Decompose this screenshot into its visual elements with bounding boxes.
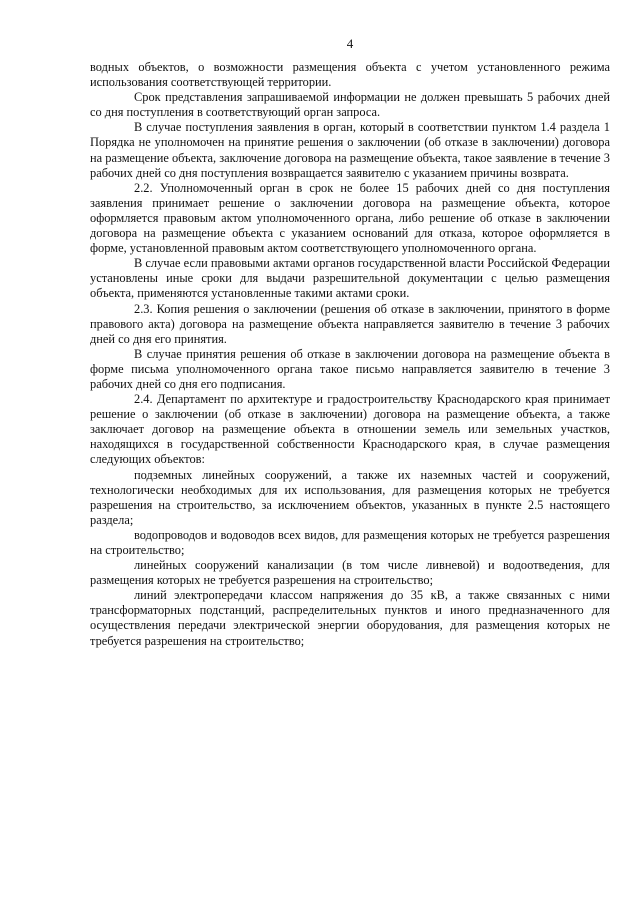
list-item-sewerage: линейных сооружений канализации (в том числе ливневой) и водоотведения, для размещения которых не требуется разрешения на строительство;: [90, 558, 610, 588]
paragraph-return-application: В случае поступления заявления в орган, который в соответствии пунктом 1.4 раздела 1 Порядка не уполномочен на принятие решения о заключении (об отказе в заключении) договора на размещение объекта, заключение договора на размещение объекта, такое заявление в течение 3 рабочих дней со дня поступления возвращается заявителю с указанием причины возврата.: [90, 120, 610, 180]
paragraph-2-3: 2.3. Копия решения о заключении (решения об отказе в заключении, принятого в форме правового акта) договора на размещение объекта направляется заявителю в течение 3 рабочих дней со дня его принятия.: [90, 301, 610, 346]
paragraph-refusal-letter: В случае принятия решения об отказе в заключении договора на размещение объекта в форме письма уполномоченного органа такое письмо направляется заявителю в течение 3 рабочих дней со дня его подписания.: [90, 346, 610, 391]
paragraph-other-deadlines: В случае если правовыми актами органов государственной власти Российской Федерации установлены иные сроки для выдачи разрешительной документации с целью размещения объекта, применяются установленные такими актами сроки.: [90, 256, 610, 301]
list-item-water-pipelines: водопроводов и водоводов всех видов, для размещения которых не требуется разрешения на строительство;: [90, 527, 610, 557]
paragraph-2-2: 2.2. Уполномоченный орган в срок не более 15 рабочих дней со дня поступления заявления принимает решение о заключении договора на размещение объекта, которое оформляется правовым актом уполномоченного органа, либо решение об отказе в заключении договора на размещение объекта с указанием оснований для отказа, которое оформляется в форме, установленной правовым актом соответствующего уполномоченного органа.: [90, 180, 610, 256]
document-page: [90, 36, 610, 649]
page-number: 4: [346, 36, 354, 51]
list-item-underground-structures: подземных линейных сооружений, а также их наземных частей и сооружений, технологически необходимых для их использования, для размещения которых не требуется разрешения на строительство, за исключением объектов, указанных в пункте 2.5 настоящего раздела;: [90, 467, 610, 527]
paragraph-2-4: 2.4. Департамент по архитектуре и градостроительству Краснодарского края принимает решение о заключении (об отказе в заключении) договора на размещение объекта, а также заключает договор на размещение объекта в отношении земель или земельных участков, находящихся в государственной собственности Краснодарского края, в случае размещения следующих объектов:: [90, 392, 610, 467]
paragraph-water-objects: водных объектов, о возможности размещения объекта с учетом установленного режима использования соответствующей территории.: [90, 60, 610, 90]
list-item-power-lines: линий электропередачи классом напряжения до 35 кВ, а также связанных с ними трансформаторных подстанций, распределительных пунктов и иного предназначенного для осуществления передачи электрической энергии оборудования, для размещения которых не требуется разрешения на строительство;: [90, 588, 610, 648]
paragraph-info-deadline: Срок представления запрашиваемой информации не должен превышать 5 рабочих дней со дня поступления в соответствующий орган запроса.: [90, 90, 610, 120]
